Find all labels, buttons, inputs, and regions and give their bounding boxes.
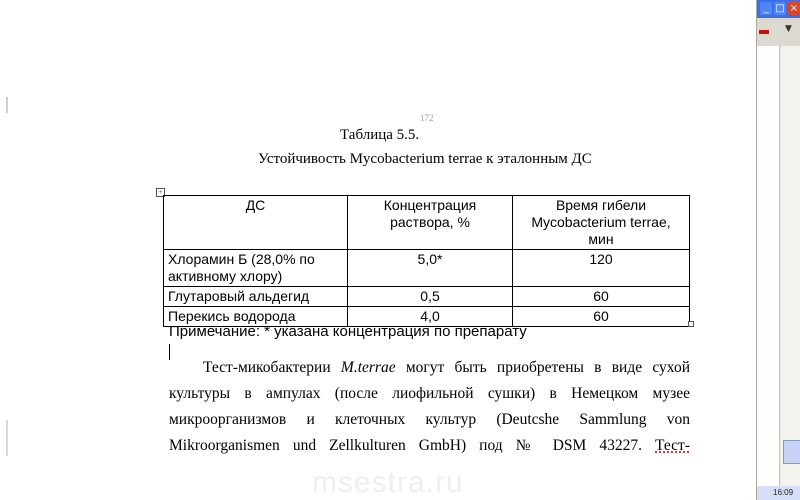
minimize-icon[interactable]: _ [760, 2, 772, 15]
watermark: msestra.ru [312, 466, 464, 499]
body-paragraph[interactable] [169, 355, 690, 459]
table-cell[interactable]: 60 [513, 287, 690, 307]
table-cell[interactable]: Перекись водорода [164, 307, 348, 327]
table-cell[interactable]: Глутаровый альдегид [164, 287, 348, 307]
spellcheck-word[interactable]: Тест- [655, 437, 690, 454]
page-number: 172 [420, 113, 434, 123]
body-text-run: Тест-микобактерии [203, 359, 341, 376]
window-right-edge [756, 0, 800, 500]
table-cell[interactable]: Хлорамин Б (28,0% по активному хлору) [164, 250, 348, 287]
close-icon[interactable]: × [789, 3, 799, 14]
maximize-icon[interactable]: □ [775, 3, 785, 14]
vertical-ruler [757, 46, 780, 486]
system-clock: 16:09 [773, 488, 794, 497]
chevron-down-icon[interactable]: ▼ [785, 24, 792, 34]
table-note: Примечание: * указана концентрация по препарату [169, 323, 527, 340]
table-header-row [164, 196, 690, 250]
margin-marker [6, 97, 8, 113]
table-move-handle-icon[interactable]: + [156, 188, 165, 197]
font-color-indicator[interactable] [759, 30, 769, 34]
table-caption: Устойчивость Mycobacterium terrae к эталонным ДС [258, 151, 592, 167]
table-cell[interactable]: 4,0 [348, 307, 513, 327]
vertical-scrollbar[interactable] [781, 46, 800, 486]
table-cell[interactable]: 0,5 [348, 287, 513, 307]
table-resize-handle[interactable] [688, 321, 694, 327]
table-row [164, 250, 690, 287]
scrollbar-thumb[interactable] [783, 440, 800, 464]
margin-marker [6, 420, 8, 456]
table-cell[interactable]: 60 [513, 307, 690, 327]
data-table[interactable] [163, 195, 690, 327]
body-text-run: могут быть приобретены в виде сухой культуры в ампулах (после лиофильной сушки) в Немецком музее микроорганизмов и клеточных культур (Deutcshe Sammlung von Mikroorganismen und Zellkulturen GmbH) под № DSM 43227. [169, 359, 690, 454]
table-header-cell[interactable]: Время гибели Mycobacterium terrae, мин [513, 196, 690, 250]
table-header-cell[interactable]: Концентрация раствора, % [348, 196, 513, 250]
table-row [164, 287, 690, 307]
window-controls [757, 0, 800, 18]
table-cell[interactable]: 5,0* [348, 250, 513, 287]
table-header-cell[interactable]: ДС [164, 196, 348, 250]
table-cell[interactable]: 120 [513, 250, 690, 287]
species-name: M.terrae [340, 359, 396, 376]
table-title: Таблица 5.5. [340, 127, 420, 143]
